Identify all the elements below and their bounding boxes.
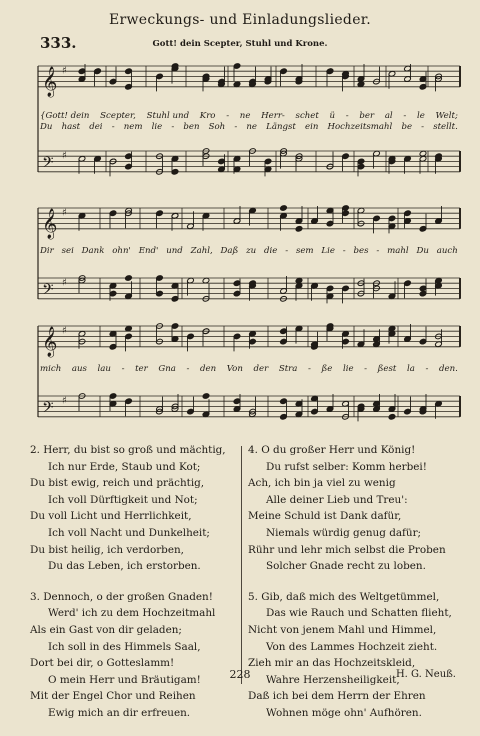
author-credit: H. G. Neuß. [395,669,456,680]
lyric-syllable: Du [40,122,53,132]
lyric-syllable: sem [295,246,314,256]
sharp-icon: ♯ [62,150,67,162]
system-2-lyrics [40,246,458,256]
lyric-syllable: ohn' [112,246,131,256]
lyric-syllable: la [406,364,415,374]
lyric-syllable: ne [246,122,258,132]
verse-line: Daß ich bei dem Herrn der Ehren [248,690,426,703]
lyric-syllable: hast [61,122,81,132]
lyric-syllable: - [121,364,125,374]
system-3-lyrics [40,364,458,374]
lyric-syllable: ße [321,364,333,374]
lyric-syllable: ü [329,111,336,121]
lyric-syllable: - [285,246,289,256]
sharp-icon: ♯ [62,277,67,289]
bass-clef-icon: 𝄢 [42,280,54,302]
lyric-syllable: Stra [278,364,298,374]
lyric-syllable: Hochzeitsmahl [327,122,393,132]
column-divider [241,446,242,684]
lyric-syllable: - [345,111,349,121]
lyric-syllable: be [401,122,413,132]
verse-line: Werd' ich zu dem Hochzeitmahl [48,607,216,620]
lyric-syllable: der [253,364,269,374]
lyric-syllable: - [186,364,190,374]
verse-line: Ich voll Dürftigkeit und Not; [48,493,198,506]
lyric-syllable: - [376,246,380,256]
verse-line: Mit der Engel Chor und Reihen [30,690,196,703]
lyric-syllable: Längst [266,122,296,132]
verse-line: 2. Herr, du bist so groß und mächtig, [30,444,226,456]
lyric-syllable: ter [135,364,148,374]
lyric-syllable: nem [123,122,143,132]
lyric-syllable: - [342,246,346,256]
verse-line: Dort bei dir, o Gotteslamm! [30,657,175,670]
lyric-syllable: Welt; [435,111,458,121]
page-number: 228 [229,668,251,681]
lyric-syllable: Herr- [261,111,285,121]
note-head [202,393,210,400]
verse-line: Als ein Gast von dir geladen; [30,623,182,636]
lyric-syllable: - [111,122,115,132]
verse [30,442,240,575]
lyric-syllable: Du [416,246,429,256]
tune-name: Gott! dein Scepter, Stuhl und Krone. [152,39,328,49]
sharp-icon: ♯ [62,395,67,407]
verse-line: Solcher Gnade recht zu loben. [266,560,426,573]
lyric-syllable: auch [436,246,458,256]
lyric-syllable: ßest [377,364,397,374]
verse-line: Ich soll in des Himmels Saal, [48,640,201,653]
verse-line: Meine Schuld ist Dank dafür, [248,510,402,523]
verse-line: 3. Dennoch, o der großen Gnaden! [30,590,213,603]
lyric-syllable: zu [246,246,257,256]
lyric-syllable: mahl [387,246,409,256]
page-header: Erweckungs- und Einladungslieder. [109,12,371,28]
bass-clef-icon: 𝄢 [42,398,54,420]
lyric-syllable: Gna [158,364,176,374]
lyric-syllable: Zahl, [190,246,213,256]
lyric-syllable: lau [97,364,111,374]
verse-line: O mein Herr und Bräutigam! [48,673,201,686]
lyric-syllable: dei [89,122,103,132]
lyric-syllable: Dir [40,246,54,256]
lyric-syllable: den [200,364,217,374]
lyric-syllable: schet [295,111,319,121]
sharp-icon: ♯ [62,207,67,219]
sharp-icon: ♯ [62,65,67,77]
verse-line: Das wie Rauch und Schatten flieht, [266,607,452,620]
lyric-syllable: {Gott! dein [40,111,90,121]
verse [30,589,240,722]
lyric-syllable: bes [353,246,369,256]
lyric-syllable: - [425,364,429,374]
verse-line: Du voll Licht und Herrlichkeit, [30,510,192,523]
lyric-syllable: Von [226,364,243,374]
treble-clef-icon: 𝄞 [42,326,58,357]
lyric-syllable: lie [342,364,354,374]
lyric-syllable: mich [40,364,62,374]
lyric-syllable: Stuhl und [146,111,190,121]
lyric-syllable: - [234,122,238,132]
lyric-syllable: ben [183,122,200,132]
verse-line: Rühr und lehr mich selbst die Proben [248,543,446,556]
note-head [280,205,288,212]
lyric-syllable: al [384,111,393,121]
verse-line: Du das Leben, ich erstorben. [48,560,201,573]
verse-line: Niemals würdig genug dafür; [266,526,422,539]
verse-line: Wahre Herzensheiligkeit, [266,673,400,686]
lyric-syllable: und [166,246,183,256]
lyric-syllable: Scepter, [100,111,136,121]
hymn-number: 333. [40,34,77,52]
lyric-syllable: le [417,111,425,121]
verse-line: 4. O du großer Herr und König! [248,444,416,456]
note-head [295,226,303,233]
system-1-lyrics-verse-2 [40,122,458,132]
lyric-syllable: ein [305,122,319,132]
treble-clef-icon: 𝄞 [42,208,58,239]
lyric-syllable: stellt. [433,122,458,132]
lyric-syllable: die [264,246,278,256]
verses-left-column [30,442,240,736]
verse-line: Ich nur Erde, Staub und Kot; [48,460,201,473]
verse-line: Nicht von jenem Mahl und Himmel, [248,623,437,636]
verse-line: Du bist ewig, reich und prächtig, [30,477,205,490]
verse-line: Wohnen möge ohn' Aufhören. [266,706,422,719]
verse-line: Von des Lammes Hochzeit zieht. [266,640,438,653]
lyric-syllable: sei [61,246,74,256]
lyric-syllable: Dank [81,246,105,256]
lyric-syllable: aus [71,364,87,374]
lyric-syllable: End' [138,246,159,256]
lyric-syllable: lie [151,122,163,132]
verse-line: Ewig mich an dir erfreuen. [48,706,191,719]
verses-right-column [248,442,458,736]
note-head [125,275,133,282]
verse-line: Zieh mir an das Hochzeitskleid, [248,657,416,670]
verse-line: Ach, ich bin ja viel zu wenig [248,477,396,490]
lyric-syllable: Soh [208,122,226,132]
verse-line: 5. Gib, daß mich des Weltgetümmel, [248,590,440,603]
verse-line: Du rufst selber: Komm herbei! [266,460,427,473]
lyric-syllable: - [171,122,175,132]
verse-line: Ich voll Nacht und Dunkelheit; [48,526,210,539]
lyric-syllable: - [226,111,230,121]
lyric-syllable: den. [438,364,458,374]
sharp-icon: ♯ [62,325,67,337]
lyric-syllable: Kro [199,111,216,121]
lyric-syllable: ne [239,111,251,121]
lyric-syllable: - [421,122,425,132]
system-1-lyrics-verse-1 [40,111,458,121]
verse [248,442,458,575]
lyric-syllable: - [308,364,311,374]
bass-clef-icon: 𝄢 [42,153,54,175]
treble-clef-icon: 𝄞 [42,66,58,97]
lyric-syllable: ber [359,111,375,121]
lyric-syllable: - [364,364,368,374]
lyric-syllable: Lie [321,246,335,256]
lyric-syllable: - [403,111,407,121]
verse [248,589,458,722]
note-head [388,414,396,421]
verse-line: Du bist heilig, ich verdorben, [30,543,184,556]
verse-line: Alle deiner Lieb und Treu': [266,493,408,506]
lyric-syllable: Daß [220,246,239,256]
